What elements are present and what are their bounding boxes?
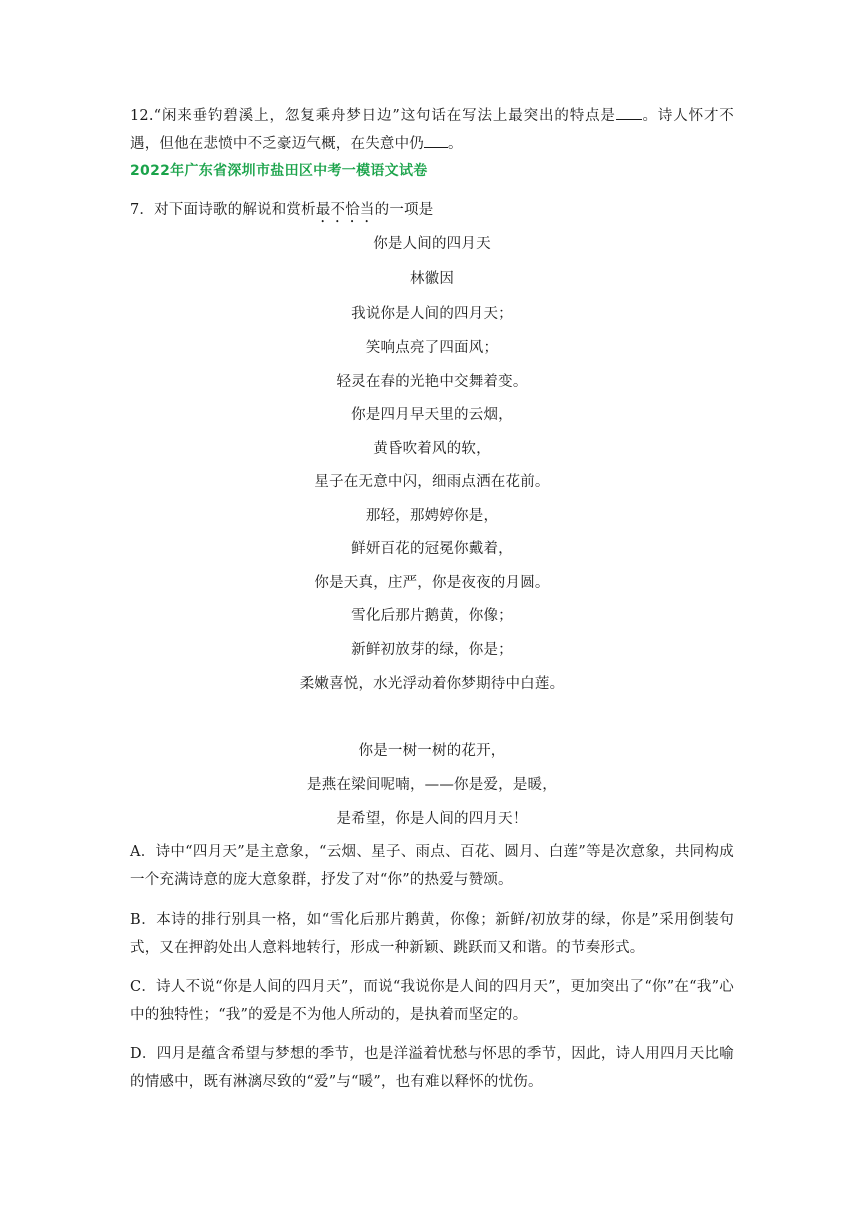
poem-line: 你是天真，庄严，你是夜夜的月圆。 — [314, 575, 550, 591]
q7-stem-after: 的一项是 — [374, 202, 434, 218]
option-d: D．四月是蕴含希望与梦想的季节，也是洋溢着忧愁与怀思的季节，因此，诗人用四月天比喻的情感中，既有淋漓尽致的“爱”与“暖”，也有难以释怀的忧伤。 — [130, 1046, 734, 1090]
poem-title: 你是人间的四月天 — [373, 236, 491, 252]
poem-line: 雪化后那片鹅黄，你像； — [351, 608, 513, 624]
poem-line: 柔嫩喜悦，水光浮动着你梦期待中白莲。 — [299, 676, 565, 692]
poem-line: 星子在无意中闪，细雨点洒在花前。 — [314, 474, 550, 490]
q12-text-before: 12.“闲来垂钓碧溪上，忽复乘舟梦日边”这句话在写法上最突出的特点是 — [130, 108, 616, 124]
q7-stem-emphasis: 最不恰当 — [315, 202, 375, 218]
poem-line: 我说你是人间的四月天； — [351, 306, 513, 322]
poem-line: 轻灵在春的光艳中交舞着变。 — [336, 374, 528, 390]
poem-line: 你是一树一树的花开， — [358, 743, 506, 759]
answer-blank-2 — [424, 133, 448, 148]
exam-source-heading: 2022年广东省深圳市盐田区中考一模语文试卷 — [130, 163, 428, 179]
poem-line: 黄昏吹着风的软， — [373, 441, 491, 457]
q12-text-end: 。 — [448, 136, 463, 152]
q7-stem-before: 7．对下面诗歌的解说和赏析 — [130, 202, 316, 218]
poem-author: 林徽因 — [409, 271, 455, 287]
poem-line: 你是四月早天里的云烟， — [351, 407, 513, 423]
question-12 — [130, 102, 734, 158]
poem-line: 笑响点亮了四面风； — [365, 340, 499, 356]
answer-blank-1 — [616, 105, 642, 120]
poem-line: 是燕在梁间呢喃，——你是爱，是暖， — [307, 777, 557, 793]
q12-text-middle: 。诗人怀才不遇，但他在悲愤中不乏豪迈气概，在失意中仍 — [130, 108, 735, 152]
option-b: B．本诗的排行别具一格，如“雪化后那片鹅黄，你像；新鲜/初放芽的绿，你是”采用倒装句式，又在押韵处出人意料地转行，形成一种新颖、跳跃而又和谐。的节奏形式。 — [130, 912, 734, 956]
poem-line: 是希望，你是人间的四月天！ — [336, 811, 528, 827]
option-a: A．诗中“四月天”是主意象，“云烟、星子、雨点、百花、圆月、白莲”等是次意象，共同构成一个充满诗意的庞大意象群，抒发了对“你”的热爱与赞颂。 — [130, 844, 734, 888]
poem-line: 新鲜初放芽的绿，你是； — [351, 642, 513, 658]
option-c: C．诗人不说“你是人间的四月天”，而说“我说你是人间的四月天”，更加突出了“你”在“我”心中的独特性；“我”的爱是不为他人所动的，是执着而坚定的。 — [130, 979, 734, 1023]
question-7-stem — [130, 196, 734, 226]
poem-line: 鲜妍百花的冠冕你戴着， — [351, 541, 513, 557]
poem-line: 那轻，那娉婷你是， — [365, 508, 499, 524]
